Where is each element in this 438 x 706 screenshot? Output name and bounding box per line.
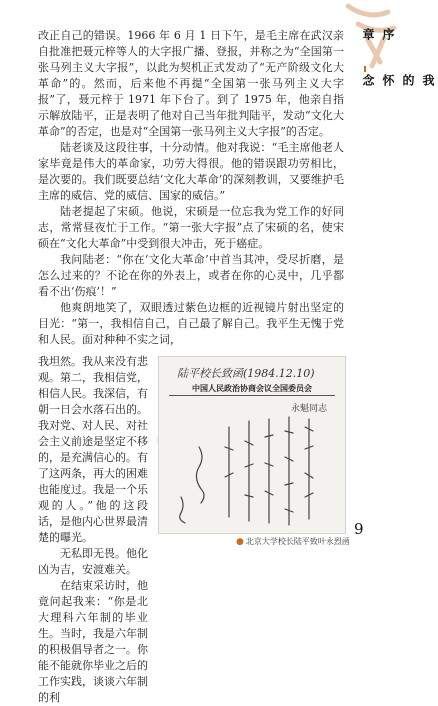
chapter-title: 我的怀念 bbox=[361, 74, 435, 87]
letter-salutation: 永魁同志 bbox=[291, 404, 328, 414]
letter-header-rule bbox=[169, 395, 335, 396]
paragraph: 陆老谈及这段往事，十分动情。他对我说：“毛主席他老人家毕竟是伟大的革命家，功劳大得很。他的错误跟功劳相比，是次要的。我们既要总结‘文化大革命’的深刻教训，又要维护毛主席的威信、党的威信、国家的威信。” bbox=[38, 141, 344, 202]
caption-bullet-icon: ● bbox=[236, 537, 244, 547]
paragraph: 在结束采访时，他竟问起我来：“你是北大理科六年制的毕业生。当时，我是六年制的积极倡导者之一。你能不能就你毕业之后的工作实践，谈谈六年制的利 bbox=[38, 579, 148, 704]
section-label: 序章 bbox=[361, 28, 395, 41]
figure-caption: ● 北京大学校长陆平致叶永烈函 bbox=[236, 537, 350, 547]
body-text bbox=[38, 28, 344, 348]
paragraph: 陆老提起了宋硕。他说，宋硕是一位忘我为党工作的好同志，常常昼夜忙于工作。“第一张大字报”点了宋硕的名，使宋硕在“文化大革命”中受到很大冲击，死于癌症。 bbox=[38, 205, 344, 250]
paragraph: 无私即无畏。他化凶为吉，安渡难关。 bbox=[38, 547, 148, 576]
letter-handwritten-header: 陆平校长致函(1984.12.10) bbox=[177, 367, 315, 380]
narrow-column-text bbox=[38, 354, 148, 706]
paragraph: 我问陆老：“你在‘文化大革命’中首当其冲，受尽折磨，是怎么过来的？不论在你的外表上，或者在你的心灵中，几乎都看不出‘伤痕’！” bbox=[38, 253, 344, 298]
letter-image bbox=[158, 356, 346, 534]
paragraph: 改正自己的错误。1966 年 6 月 1 日下午，是毛主席在武汉亲自批准把聂元梓等人的大字报广播、登报，并称之为“全国第一张马列主义大字报”，以此为契机正式发动了“无产阶级文化大革命”的。然而，后来他不再提“全国第一张马列主义大字报”了，聂元梓于 1971 年下台了。到了 1975 年，他亲自指示解放陆平，正是表明了他对自己当年批判陆平，发动“文化大革命”的否定，也是对“全国第一张马列主义大字报”的否定。 bbox=[38, 29, 344, 138]
letter-printed-header: 中国人民政治协商会议全国委员会 bbox=[192, 384, 312, 393]
handwriting-strokes bbox=[159, 397, 345, 533]
paragraph: 我坦然。我从来没有悲观。第二，我相信党，相信人民。我深信，有朝一日会水落石出的。我对党、对人民、对社会主义前途是坚定不移的，是充满信心的。有了这两条，再大的困难也能度过。我是一个乐观的人。”他的这段话，是他内心世界最清楚的曝光。 bbox=[38, 355, 148, 544]
paragraph: 他爽朗地笑了，双眼透过紫色边框的近视镜片射出坚定的目光：“第一，我相信自己，自己最了解自己。我平生无愧于党和人民。面对种种不实之词， bbox=[38, 301, 344, 346]
side-tab-divider bbox=[364, 66, 366, 72]
page-number: 9 bbox=[354, 520, 364, 538]
